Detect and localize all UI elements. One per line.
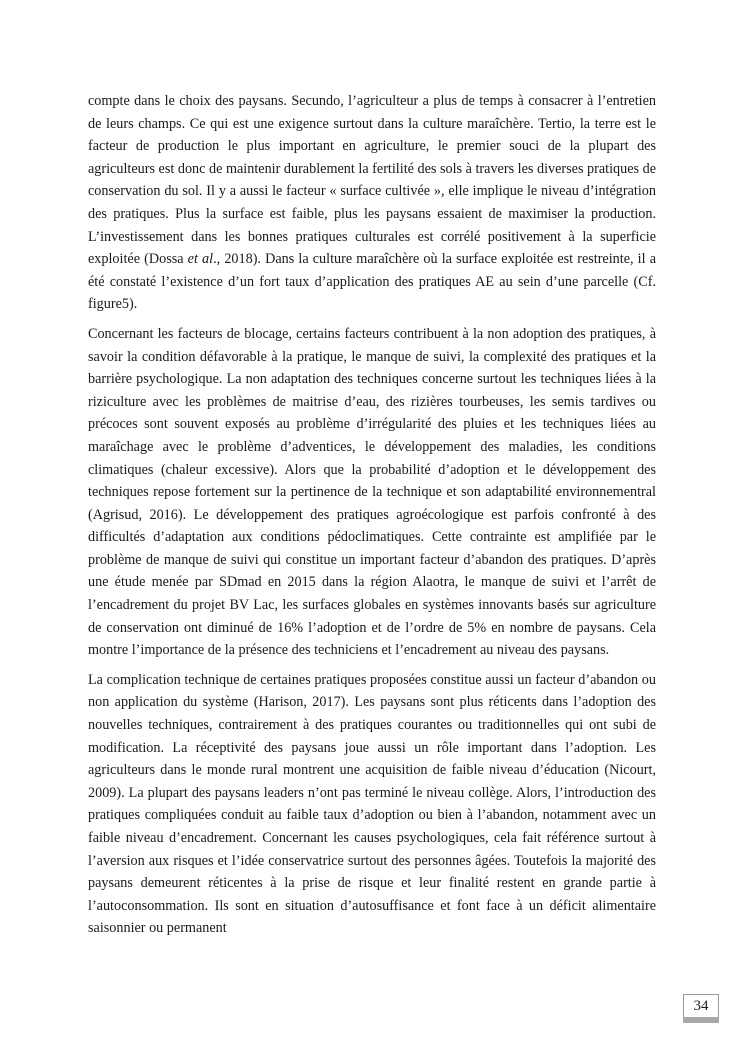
paragraph-2 [88,323,656,662]
page-number: 34 [683,994,719,1017]
paragraph-3-text: La complication technique de certaines pratiques proposées constitue aussi un facteur d’abandon ou non application du système (Harison, 2017). Les paysans sont plus réticents dans l’adoption des nouvelles techniques, contrairement à des pratiques courantes ou traditionnelles qui ont subi de modification. La réceptivité des paysans joue aussi un rôle important dans l’adoption. Les agriculteurs dans le monde rural montrent une acquisition de faible niveau d’éducation (Nicourt, 2009). La plupart des paysans leaders n’ont pas terminé le niveau collège. Alors, l’introduction des pratiques compliquées conduit au faible taux d’adoption ou bien à l’abandon, notamment avec un faible niveau d’encadrement. Concernant les causes psychologiques, cela fait référence surtout à l’aversion aux risques et l’idée conservatrice surtout des personnes âgées. Toutefois la majorité des paysans demeurent réticentes à la prise de risque et leur finalité restent en grande partie à l’autoconsommation. Ils sont en situation d’autosuffisance et font face à un déficit alimentaire saisonnier ou permanent [88,671,656,937]
paragraph-3 [88,669,656,940]
paragraph-1-text-b: ., 2018). Dans la culture maraîchère où la surface exploitée est restreinte, il a été constaté l’existence d’un fort taux d’application des pratiques AE au sein d’une parcelle (Cf. figure5). [88,251,656,313]
page-number-underline-bar [683,1017,719,1023]
citation-et-al: et al [187,251,214,268]
paragraph-1-text-a: compte dans le choix des paysans. Secundo, l’agriculteur a plus de temps à consacrer à l’entretien de leurs champs. Ce qui est une exigence surtout dans la culture maraîchère. Tertio, la terre est le facteur de production le plus important en agriculture, le premier souci de la plupart des agriculteurs est donc de maintenir durablement la fertilité des sols à travers les diverses pratiques de conservation du sol. Il y a aussi le facteur « surface cultivée », elle implique le niveau d’intégration des pratiques. Plus la surface est faible, plus les paysans essaient de maximiser la production. L’investissement dans les bonnes pratiques culturales est corrélé positivement à la superficie exploitée (Dossa [88,93,656,268]
body-text [88,90,656,947]
paragraph-2-text: Concernant les facteurs de blocage, certains facteurs contribuent à la non adoption des pratiques, à savoir la condition défavorable à la pratique, le manque de suivi, la complexité des pratiques et la barrière psychologique. La non adaptation des techniques concerne surtout les techniques liées à la riziculture avec les problèmes de maitrise d’eau, des rizières tourbeuses, les semis tardives ou précoces sont souvent exposés au problème d’irrégularité des pluies et les techniques liées au maraîchage avec le problème d’adventices, le développement des maladies, les conditions climatiques (chaleur excessive). Alors que la probabilité d’adoption et le développement des techniques repose fortement sur la pertinence de la technique et son adaptabilité environnementral (Agrisud, 2016). Le développement des pratiques agroécologique est parfois confronté à des difficultés d’adaptation aux conditions pédoclimatiques. Cette contrainte est amplifiée par le problème de manque de suivi qui constitue un important facteur d’abandon des pratiques. D’après une étude menée par SDmad en 2015 dans la région Alaotra, le manque de suivi et l’arrêt de l’encadrement du projet BV Lac, les surfaces globales en systèmes innovants basés sur agriculture de conservation ont diminué de 16% l’adoption et de l’ordre de 5% en nombre de paysans. Cela montre l’importance de la présence des techniciens et l’encadrement au niveau des paysans. [88,325,656,659]
paragraph-1 [88,90,656,316]
